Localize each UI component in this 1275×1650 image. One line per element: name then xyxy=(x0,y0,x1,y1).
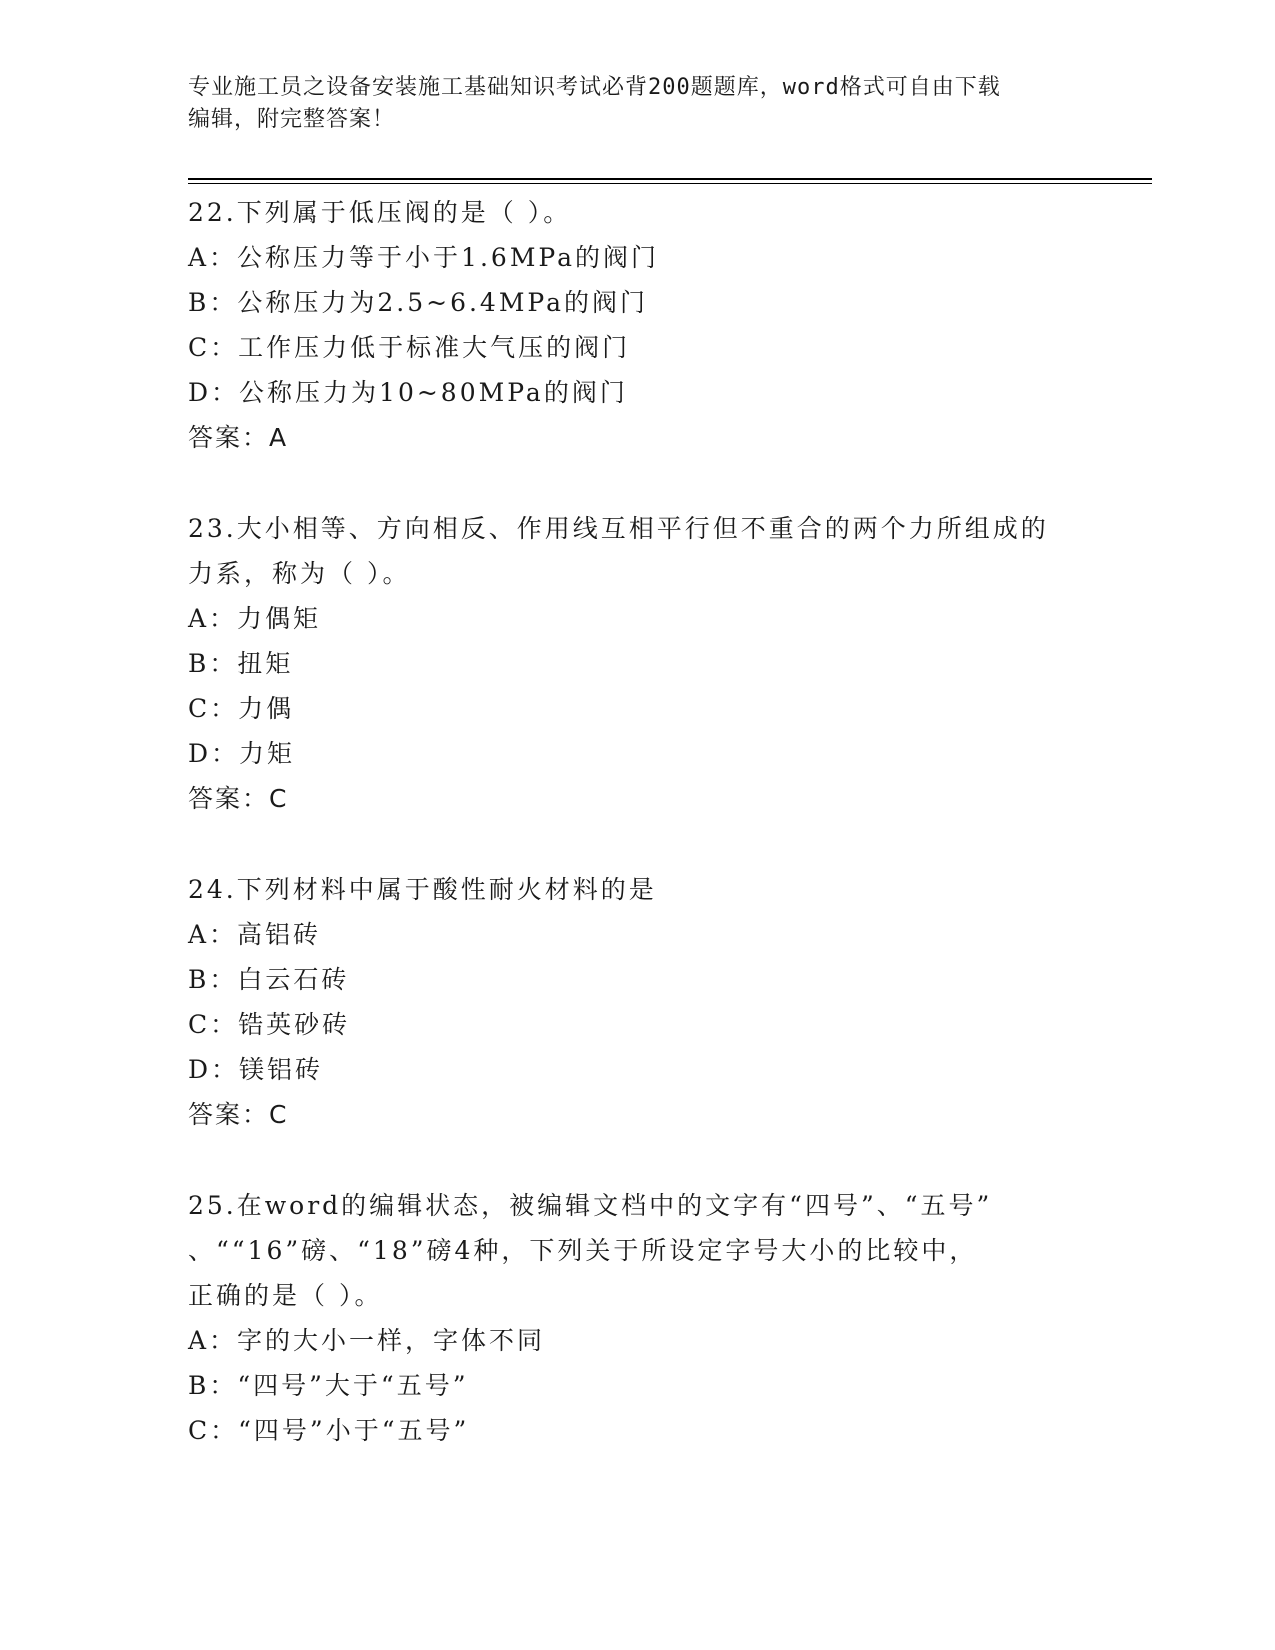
answer: 答案：C xyxy=(188,1100,289,1129)
option-a: A：高铝砖 xyxy=(188,920,322,949)
option-b: B：公称压力为2.5~6.4MPa的阀门 xyxy=(188,288,649,317)
question-24 xyxy=(188,867,1088,1138)
question-text: 23.大小相等、方向相反、作用线互相平行但不重合的两个力所组成的 xyxy=(188,514,1049,543)
answer: 答案：C xyxy=(188,784,289,813)
document-header xyxy=(188,72,1068,136)
option-a: A：公称压力等于小于1.6MPa的阀门 xyxy=(188,243,660,272)
header-line-2: 编辑，附完整答案！ xyxy=(188,107,396,132)
question-text-continued: 力系，称为（ ）。 xyxy=(188,559,411,588)
option-c: C：工作压力低于标准大气压的阀门 xyxy=(188,333,631,362)
option-d: D：力矩 xyxy=(188,739,296,768)
header-divider-thick xyxy=(188,178,1152,180)
answer: 答案：A xyxy=(188,423,289,452)
option-c: C：“四号”小于“五号” xyxy=(188,1416,470,1445)
option-a: A：字的大小一样，字体不同 xyxy=(188,1326,546,1355)
option-d: D：镁铝砖 xyxy=(188,1055,324,1084)
question-text: 25.在word的编辑状态，被编辑文档中的文字有“四号”、“五号” xyxy=(188,1191,993,1220)
question-text-continued: 正确的是（ ）。 xyxy=(188,1281,383,1310)
option-d: D：公称压力为10~80MPa的阀门 xyxy=(188,378,628,407)
option-b: B：白云石砖 xyxy=(188,965,350,994)
question-text-continued: 、““16”磅、“18”磅4种，下列关于所设定字号大小的比较中， xyxy=(188,1236,978,1265)
question-text: 22.下列属于低压阀的是（ ）。 xyxy=(188,198,572,227)
option-c: C：锆英砂砖 xyxy=(188,1010,351,1039)
option-b: B：扭矩 xyxy=(188,649,294,678)
question-23 xyxy=(188,506,1088,822)
header-line-1: 专业施工员之设备安装施工基础知识考试必背200题题库，word格式可自由下载 xyxy=(188,75,1001,100)
question-22 xyxy=(188,190,1088,461)
option-a: A：力偶矩 xyxy=(188,604,322,633)
header-divider-thin xyxy=(188,183,1152,184)
question-text: 24.下列材料中属于酸性耐火材料的是 xyxy=(188,875,657,904)
question-list xyxy=(188,190,1088,1498)
question-25 xyxy=(188,1183,1088,1453)
option-c: C：力偶 xyxy=(188,694,295,723)
option-b: B：“四号”大于“五号” xyxy=(188,1371,469,1400)
